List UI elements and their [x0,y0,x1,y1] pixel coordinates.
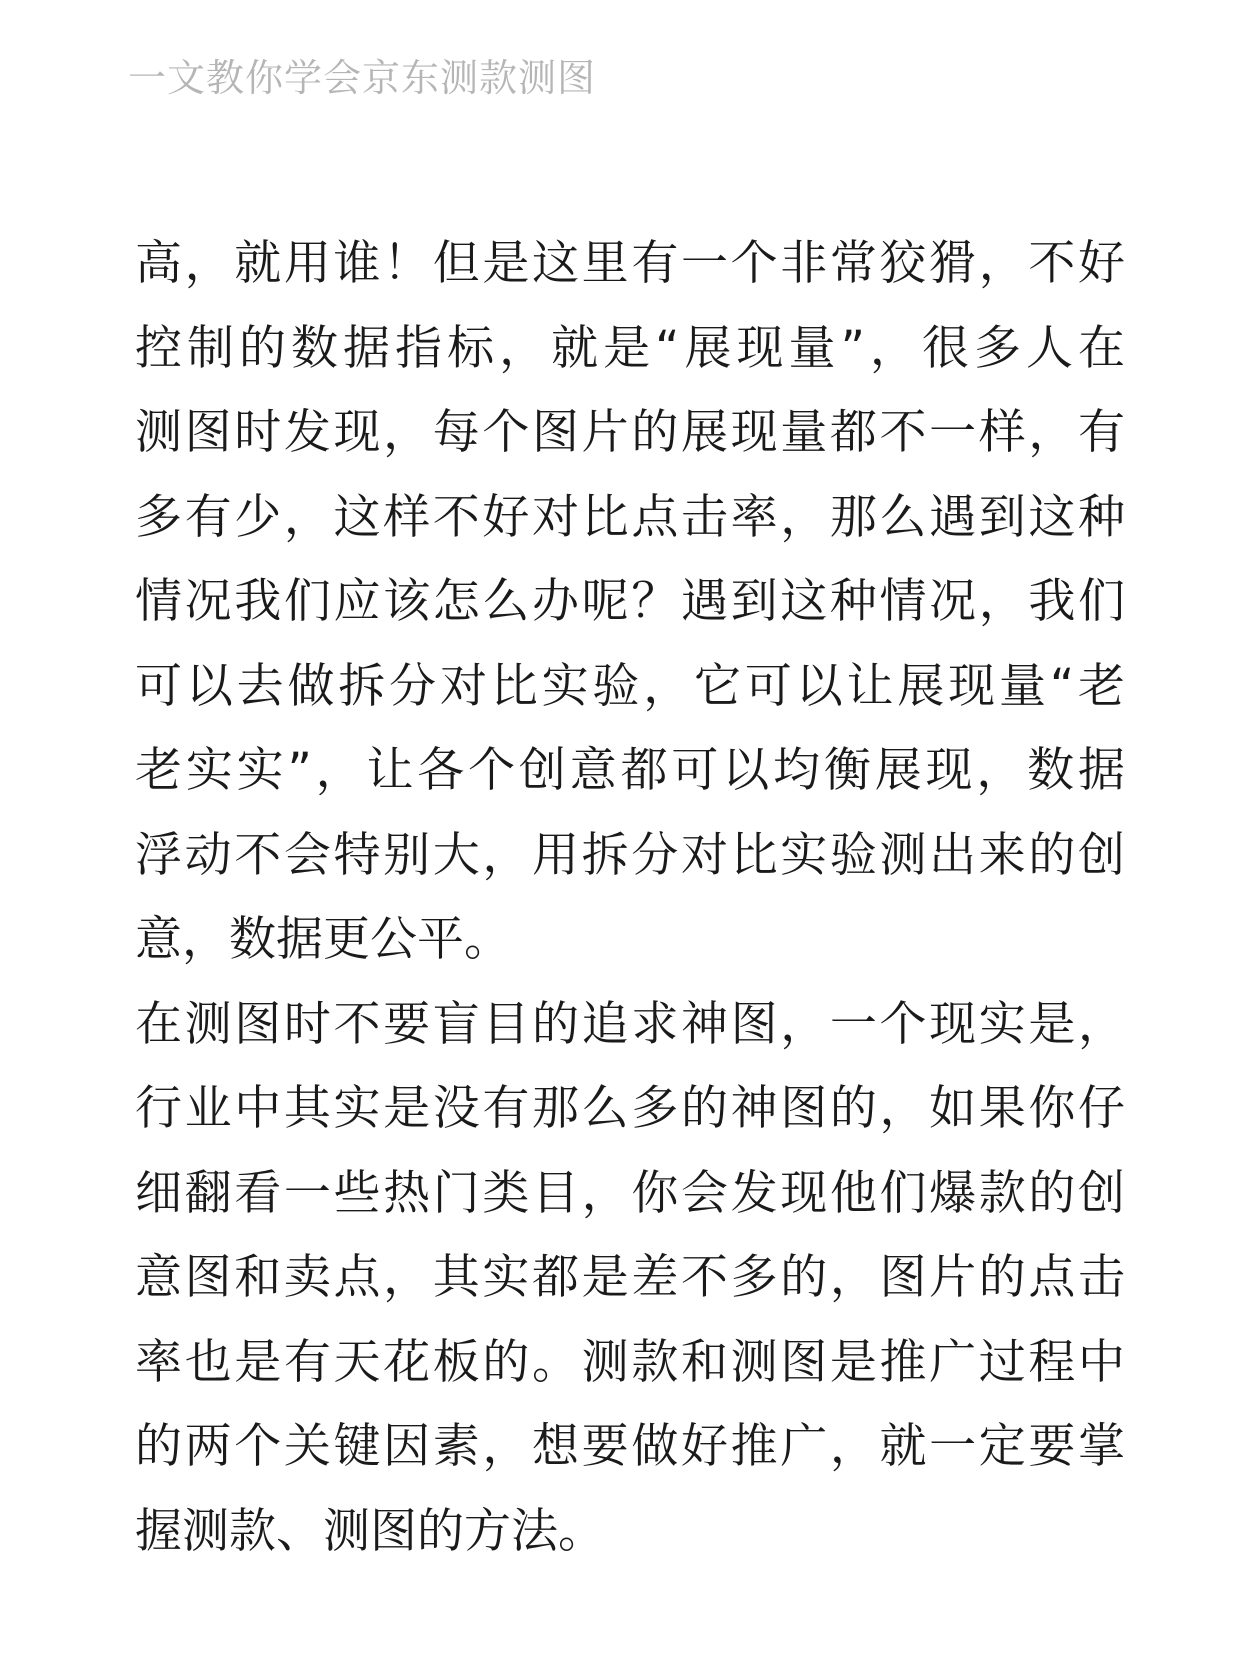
text-line: 测图时发现，每个图片的展现量都不一样，有 [135,405,1125,460]
text-line: 老实实”，让各个创意都可以均衡展现，数据 [135,743,1125,798]
text-line: 情况我们应该怎么办呢？遇到这种情况，我们 [135,574,1125,629]
text-line: 细翻看一些热门类目，你会发现他们爆款的创 [135,1165,1125,1221]
paragraph-2 [135,983,1125,1575]
page-title: 一文教你学会京东测款测图 [128,56,597,100]
text-line: 的两个关键因素，想要做好推广，就一定要掌 [135,1419,1125,1474]
text-line: 可以去做拆分对比实验，它可以让展现量“老 [135,658,1125,714]
text-line: 控制的数据指标，就是“展现量”，很多人在 [135,320,1125,376]
text-line: 率也是有天花板的。测款和测图是推广过程中 [135,1334,1125,1390]
text-line: 高，就用谁！但是这里有一个非常狡猾，不好 [135,236,1125,291]
text-line: 多有少，这样不好对比点击率，那么遇到这种 [135,489,1125,545]
text-line: 浮动不会特别大，用拆分对比实验测出来的创 [135,827,1125,883]
text-line: 意图和卖点，其实都是差不多的，图片的点击 [135,1250,1125,1305]
text-line: 意，数据更公平。 [135,912,511,967]
article-body [135,222,1125,1574]
text-line: 行业中其实是没有那么多的神图的，如果你仔 [135,1081,1125,1136]
paragraph-1 [135,222,1125,983]
text-line: 握测款、测图的方法。 [135,1503,605,1559]
text-line: 在测图时不要盲目的追求神图，一个现实是， [135,996,1125,1052]
